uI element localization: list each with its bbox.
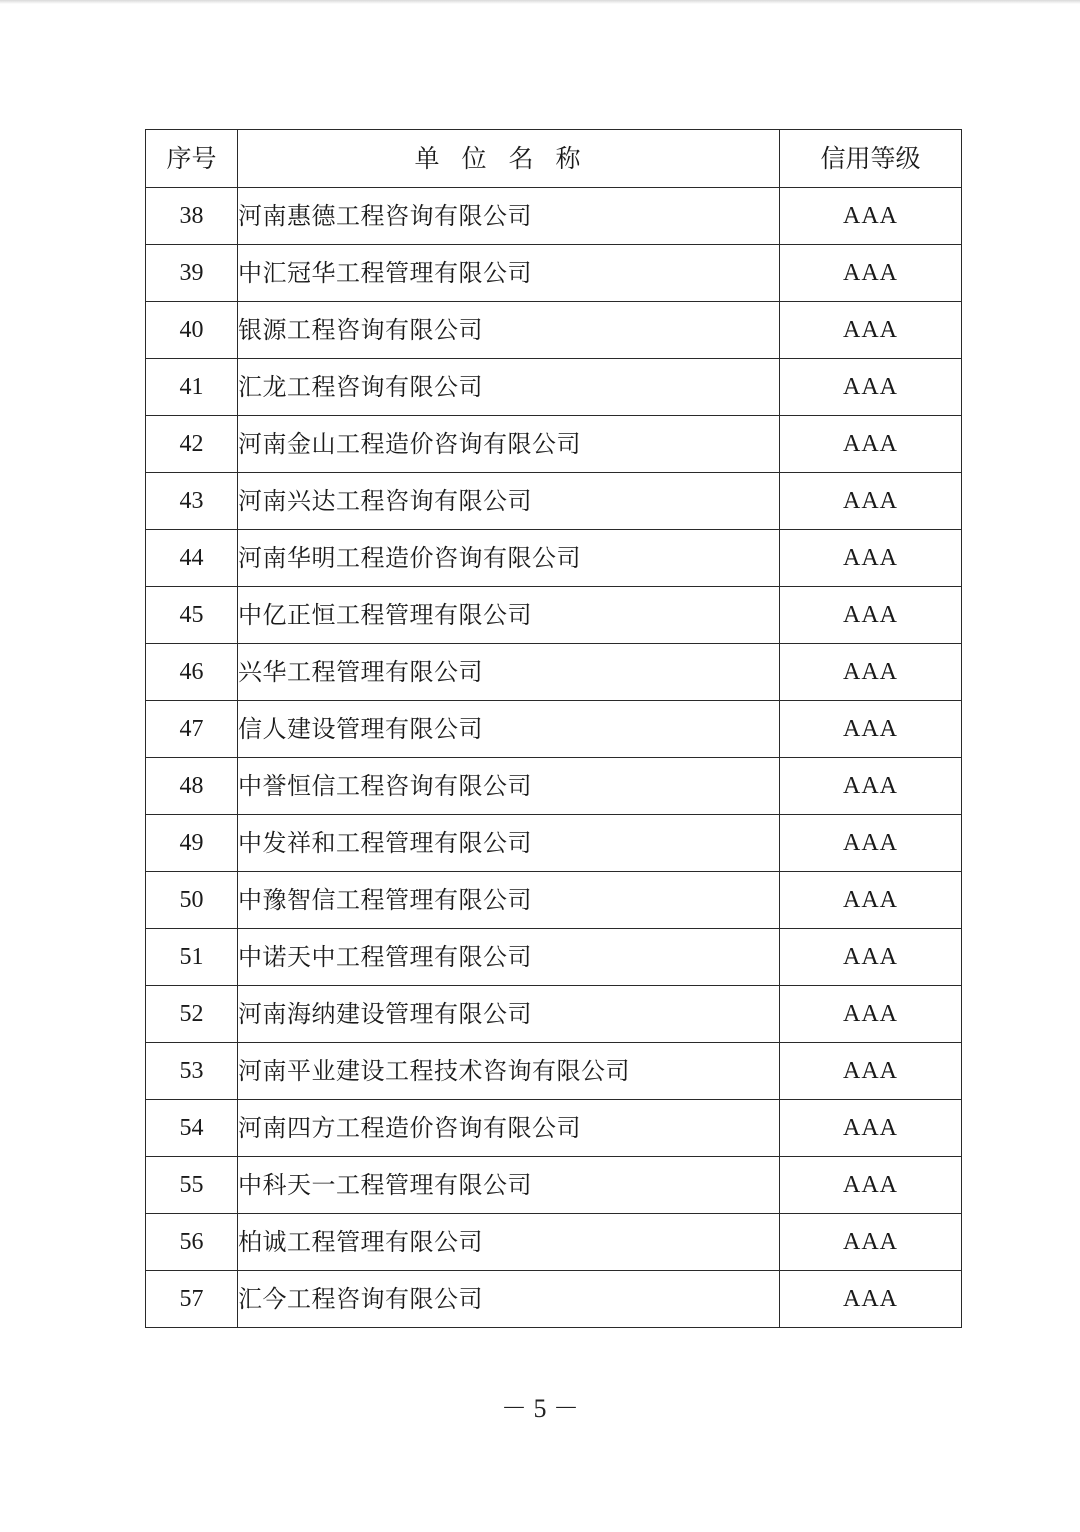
table-row	[146, 986, 962, 1043]
row-company-name: 中亿正恒工程管理有限公司	[238, 587, 780, 644]
row-credit-grade: AAA	[780, 473, 962, 530]
row-credit-grade: AAA	[780, 530, 962, 587]
row-credit-grade: AAA	[780, 188, 962, 245]
row-company-name: 河南平业建设工程技术咨询有限公司	[238, 1043, 780, 1100]
row-credit-grade: AAA	[780, 644, 962, 701]
table-row	[146, 815, 962, 872]
row-company-name: 兴华工程管理有限公司	[238, 644, 780, 701]
row-company-name: 河南海纳建设管理有限公司	[238, 986, 780, 1043]
header-seq: 序号	[146, 130, 238, 188]
row-seq: 51	[146, 929, 238, 986]
header-grade: 信用等级	[780, 130, 962, 188]
table-header-row	[146, 130, 962, 188]
row-company-name: 柏诚工程管理有限公司	[238, 1214, 780, 1271]
row-seq: 46	[146, 644, 238, 701]
row-seq: 45	[146, 587, 238, 644]
row-credit-grade: AAA	[780, 1271, 962, 1328]
table-row	[146, 188, 962, 245]
credit-rating-table	[145, 129, 962, 1328]
table-row	[146, 929, 962, 986]
table-row	[146, 587, 962, 644]
table-row	[146, 302, 962, 359]
row-company-name: 河南四方工程造价咨询有限公司	[238, 1100, 780, 1157]
table-row	[146, 644, 962, 701]
table-row	[146, 701, 962, 758]
table-row	[146, 1271, 962, 1328]
header-name: 单位名称	[238, 130, 780, 188]
row-company-name: 中誉恒信工程咨询有限公司	[238, 758, 780, 815]
table-row	[146, 416, 962, 473]
table-row	[146, 1043, 962, 1100]
row-company-name: 河南金山工程造价咨询有限公司	[238, 416, 780, 473]
row-company-name: 河南兴达工程咨询有限公司	[238, 473, 780, 530]
row-credit-grade: AAA	[780, 1043, 962, 1100]
row-company-name: 汇今工程咨询有限公司	[238, 1271, 780, 1328]
row-company-name: 汇龙工程咨询有限公司	[238, 359, 780, 416]
row-seq: 47	[146, 701, 238, 758]
row-seq: 50	[146, 872, 238, 929]
table-row	[146, 1214, 962, 1271]
row-credit-grade: AAA	[780, 701, 962, 758]
table-row	[146, 872, 962, 929]
table-row	[146, 1157, 962, 1214]
row-credit-grade: AAA	[780, 872, 962, 929]
row-company-name: 中科天一工程管理有限公司	[238, 1157, 780, 1214]
table-body	[146, 188, 962, 1328]
row-company-name: 银源工程咨询有限公司	[238, 302, 780, 359]
row-seq: 41	[146, 359, 238, 416]
row-credit-grade: AAA	[780, 359, 962, 416]
row-seq: 54	[146, 1100, 238, 1157]
row-seq: 56	[146, 1214, 238, 1271]
row-company-name: 中诺天中工程管理有限公司	[238, 929, 780, 986]
row-company-name: 河南惠德工程咨询有限公司	[238, 188, 780, 245]
page-number: － 5 －	[500, 1394, 579, 1423]
table-row	[146, 245, 962, 302]
table-row	[146, 530, 962, 587]
table-row	[146, 758, 962, 815]
table-row	[146, 473, 962, 530]
row-seq: 48	[146, 758, 238, 815]
row-credit-grade: AAA	[780, 302, 962, 359]
row-seq: 49	[146, 815, 238, 872]
scan-top-edge	[0, 0, 1080, 4]
row-credit-grade: AAA	[780, 986, 962, 1043]
row-seq: 55	[146, 1157, 238, 1214]
table-row	[146, 1100, 962, 1157]
row-company-name: 河南华明工程造价咨询有限公司	[238, 530, 780, 587]
row-company-name: 中发祥和工程管理有限公司	[238, 815, 780, 872]
row-credit-grade: AAA	[780, 1100, 962, 1157]
row-credit-grade: AAA	[780, 929, 962, 986]
row-company-name: 信人建设管理有限公司	[238, 701, 780, 758]
row-credit-grade: AAA	[780, 245, 962, 302]
row-company-name: 中豫智信工程管理有限公司	[238, 872, 780, 929]
row-seq: 44	[146, 530, 238, 587]
row-seq: 38	[146, 188, 238, 245]
row-seq: 43	[146, 473, 238, 530]
row-seq: 40	[146, 302, 238, 359]
row-seq: 42	[146, 416, 238, 473]
row-seq: 53	[146, 1043, 238, 1100]
row-credit-grade: AAA	[780, 416, 962, 473]
row-credit-grade: AAA	[780, 1214, 962, 1271]
row-credit-grade: AAA	[780, 815, 962, 872]
row-company-name: 中汇冠华工程管理有限公司	[238, 245, 780, 302]
row-seq: 57	[146, 1271, 238, 1328]
row-seq: 39	[146, 245, 238, 302]
table-row	[146, 359, 962, 416]
row-credit-grade: AAA	[780, 1157, 962, 1214]
row-credit-grade: AAA	[780, 758, 962, 815]
row-seq: 52	[146, 986, 238, 1043]
row-credit-grade: AAA	[780, 587, 962, 644]
